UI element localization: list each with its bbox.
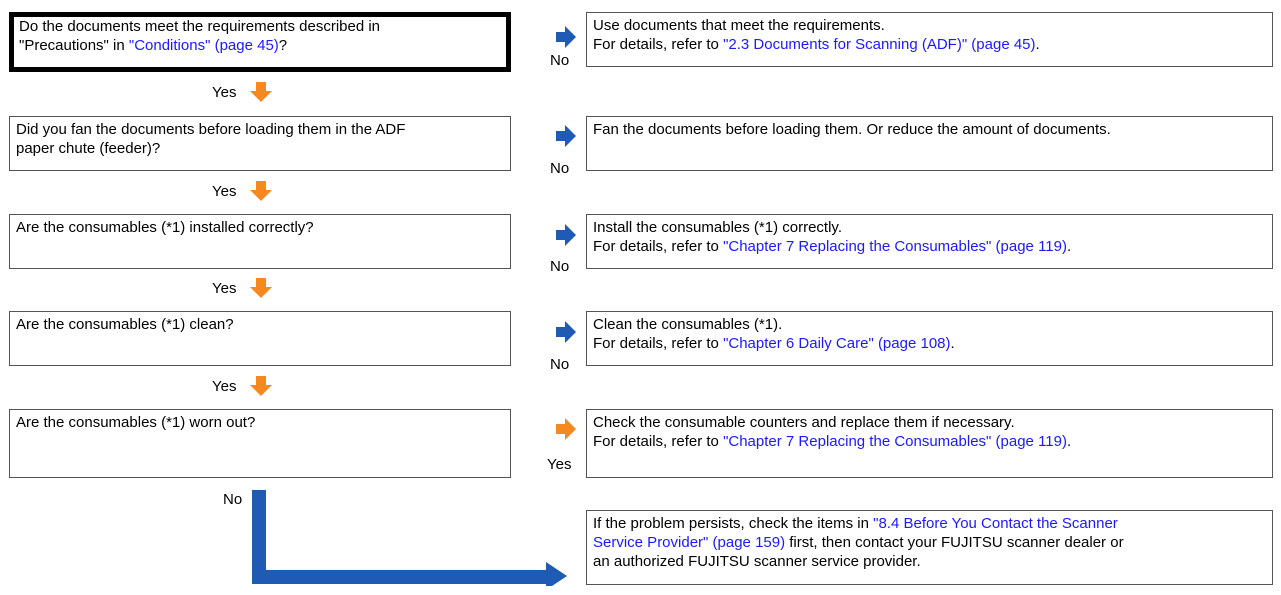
action-2-line1: Fan the documents before loading them. Or reduce the amount of documents. bbox=[593, 121, 1111, 138]
action-4-line2: For details, refer to bbox=[593, 335, 724, 352]
branch-label-5: Yes bbox=[547, 456, 572, 473]
question-1-text-cont: "Precautions" in bbox=[19, 37, 129, 54]
documents-for-scanning-link[interactable]: "2.3 Documents for Scanning (ADF)" (page 45) bbox=[723, 36, 1036, 53]
branch-label-4: No bbox=[550, 356, 570, 373]
action-box-2 bbox=[586, 116, 1273, 171]
action-3-line2: For details, refer to bbox=[593, 238, 724, 255]
final-line3: an authorized FUJITSU scanner service provider. bbox=[593, 553, 921, 570]
action-4-line2-end: . bbox=[950, 335, 955, 352]
question-3-line1: Are the consumables (*1) installed correctly? bbox=[16, 219, 314, 236]
action-3-line2-end: . bbox=[1066, 238, 1072, 255]
right-arrow-icon bbox=[556, 321, 576, 343]
right-arrow-icon bbox=[556, 224, 576, 246]
action-5-line2: For details, refer to bbox=[593, 433, 724, 450]
action-box-5 bbox=[586, 409, 1273, 478]
question-box-3 bbox=[9, 214, 511, 269]
before-you-contact-link-cont[interactable]: Service Provider" (page 159) bbox=[593, 534, 786, 551]
question-2-line2: paper chute (feeder)? bbox=[16, 140, 161, 157]
yes-label-2: Yes bbox=[212, 183, 237, 200]
question-box-2 bbox=[9, 116, 511, 171]
conditions-link[interactable]: "Conditions" (page 45) bbox=[128, 37, 279, 54]
question-box-5 bbox=[9, 409, 511, 478]
yes-label-3: Yes bbox=[212, 280, 237, 297]
question-1-text-end: ? bbox=[278, 37, 288, 54]
daily-care-link[interactable]: "Chapter 6 Daily Care" (page 108) bbox=[723, 335, 951, 352]
question-4-line1: Are the consumables (*1) clean? bbox=[16, 316, 234, 333]
action-3-line1: Install the consumables (*1) correctly. bbox=[593, 219, 842, 236]
action-box-1 bbox=[586, 12, 1273, 67]
down-arrow-icon bbox=[250, 278, 272, 298]
before-you-contact-link[interactable]: "8.4 Before You Contact the Scanner bbox=[873, 515, 1118, 532]
down-arrow-icon bbox=[250, 82, 272, 102]
final-line1: If the problem persists, check the items in bbox=[593, 515, 874, 532]
replacing-consumables-link-2[interactable]: "Chapter 7 Replacing the Consumables" (page 119) bbox=[723, 433, 1067, 450]
action-1-line2-end: . bbox=[1035, 36, 1040, 53]
action-1-line2: For details, refer to bbox=[593, 36, 724, 53]
down-arrow-icon bbox=[250, 376, 272, 396]
question-1-text: Do the documents meet the requirements described in bbox=[19, 18, 381, 35]
yes-label-1: Yes bbox=[212, 84, 237, 101]
right-arrow-icon bbox=[556, 418, 576, 440]
action-4-line1: Clean the consumables (*1). bbox=[593, 316, 783, 333]
action-1-line1: Use documents that meet the requirements. bbox=[593, 17, 885, 34]
yes-label-4: Yes bbox=[212, 378, 237, 395]
question-box-1 bbox=[9, 12, 511, 72]
question-5-line1: Are the consumables (*1) worn out? bbox=[16, 414, 256, 431]
down-arrow-icon bbox=[250, 181, 272, 201]
final-box bbox=[586, 510, 1273, 585]
question-2-line1: Did you fan the documents before loading them in the ADF bbox=[16, 121, 406, 138]
action-5-line1: Check the consumable counters and replace them if necessary. bbox=[593, 414, 1015, 431]
branch-label-3: No bbox=[550, 258, 570, 275]
branch-label-2: No bbox=[550, 160, 570, 177]
action-box-3 bbox=[586, 214, 1273, 269]
action-box-4 bbox=[586, 311, 1273, 366]
final-line2: first, then contact your FUJITSU scanner dealer or bbox=[785, 534, 1124, 551]
action-5-line2-end: . bbox=[1066, 433, 1072, 450]
final-no-label: No bbox=[223, 491, 243, 508]
question-box-4 bbox=[9, 311, 511, 366]
replacing-consumables-link[interactable]: "Chapter 7 Replacing the Consumables" (page 119) bbox=[723, 238, 1067, 255]
right-arrow-icon bbox=[556, 125, 576, 147]
branch-label-1: No bbox=[550, 52, 570, 69]
right-arrow-icon bbox=[556, 26, 576, 48]
elbow-arrow-icon bbox=[252, 490, 568, 586]
